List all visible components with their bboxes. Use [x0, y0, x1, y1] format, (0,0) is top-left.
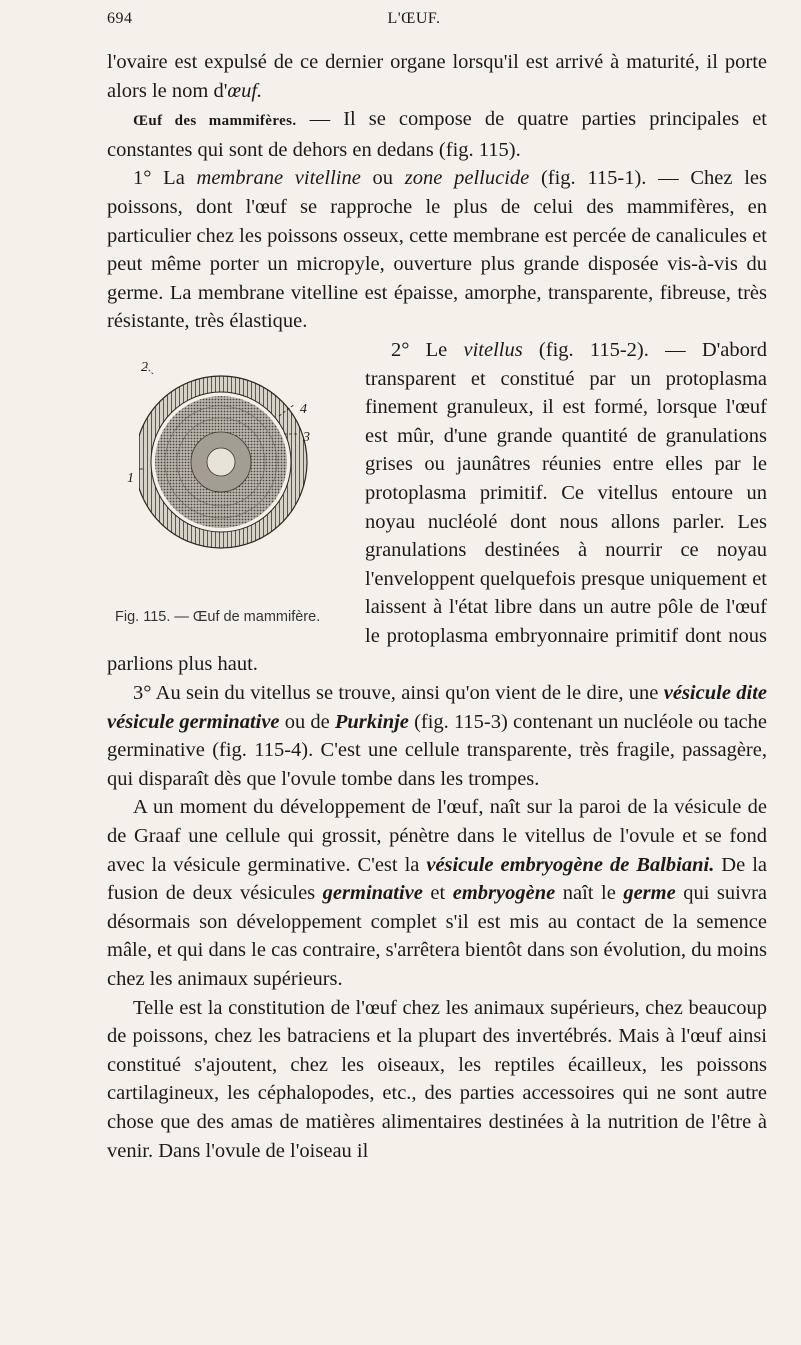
paragraph-3: 1° La membrane vitelline ou zone pellucide (fig. 115-1). — Chez les poissons, dont l'œuf se rapproche le plus de celui des mammifères, en particulier chez les poissons osseux, cette membrane est percée de canalicules et peut même porter un micropyle, ouverture plus grande disposée vis-à-vis du germe. La membrane vitelline est épaisse, amorphe, transparente, fibreuse, très résistante, très élastique.: [107, 167, 768, 333]
figure-label-2: 2: [141, 359, 148, 375]
paragraph-5: 3° Au sein du vitellus se trouve, ainsi qu'on vient de le dire, une vésicule dite vésicule germinative ou de Purkinje (fig. 115-3) contenant un nucléole ou tache germinative (fig. 115-4). C'est une cellule transparente, très fragile, passagère, qui disparaît dès que l'ovule tombe dans les trompes.: [107, 682, 767, 790]
figure-label-3: 3: [303, 429, 310, 445]
figure-label-4: 4: [300, 401, 307, 417]
egg-illustration: [139, 344, 314, 594]
paragraph-1: l'ovaire est expulsé de ce dernier organe lorsqu'il est arrivé à maturité, il porte alors le nom d'œuf.: [107, 51, 767, 102]
figure-label-1: 1: [127, 470, 134, 486]
page-number: 694: [107, 10, 133, 27]
paragraph-2: Œuf des mammifères. — Il se compose de quatre parties principales et constantes qui sont de dehors en dedans (fig. 115).: [107, 108, 767, 161]
running-title: L'ŒUF.: [387, 10, 441, 27]
section-heading: Œuf des mammifères.: [133, 113, 297, 130]
paragraph-6: A un moment du développement de l'œuf, naît sur la paroi de la vésicule de de Graaf une cellule qui grossit, pénètre dans le vitellus de l'ovule et se fond avec la vésicule germinative. C'est la vésicule embryogène de Balbiani. De la fusion de deux vésicules germinative et embryogène naît le germe qui suivra désormais son développement complet s'il est mis au contact de la semence mâle, et qui dans le cas contraire, s'arrêtera bientôt dans son évolution, du moins chez les animaux supérieurs.: [107, 796, 768, 990]
running-head: [107, 10, 761, 38]
figure-115: [107, 338, 347, 648]
body-text: [107, 48, 767, 1165]
paragraph-4: 2° Le vitellus (fig. 115-2). — D'abord transparent et constitué par un protoplasma finement granuleux, il est formé, lorsque l'œuf est mûr, d'une grande quantité de granulations grises ou jaunâtres réunies entre elles par le protoplasma primitif. Ce vitellus entoure un noyau nucléolé dont nous allons parler. Les granulations destinées à nourrir ce noyau l'enveloppent quelquefois presque uniquement et laissent à l'état libre dans un autre pôle de l'œuf le protoplasma embryonnaire primitif dont nous parlions plus haut.: [107, 338, 767, 676]
paragraph-7: Telle est la constitution de l'œuf chez les animaux supérieurs, chez beaucoup de poissons, chez les batraciens et la plupart des invertébrés. Mais à l'œuf ainsi constitué s'ajoutent, chez les oiseaux, les reptiles écailleux, les poissons cartilagineux, les céphalopodes, etc., des parties accessoires qui ne sont autre chose que des amas de matières alimentaires destinées à la nutrition de l'être à venir. Dans l'ovule de l'oiseau il: [107, 996, 767, 1162]
figure-caption: Fig. 115. — Œuf de mammifère.: [115, 608, 321, 625]
